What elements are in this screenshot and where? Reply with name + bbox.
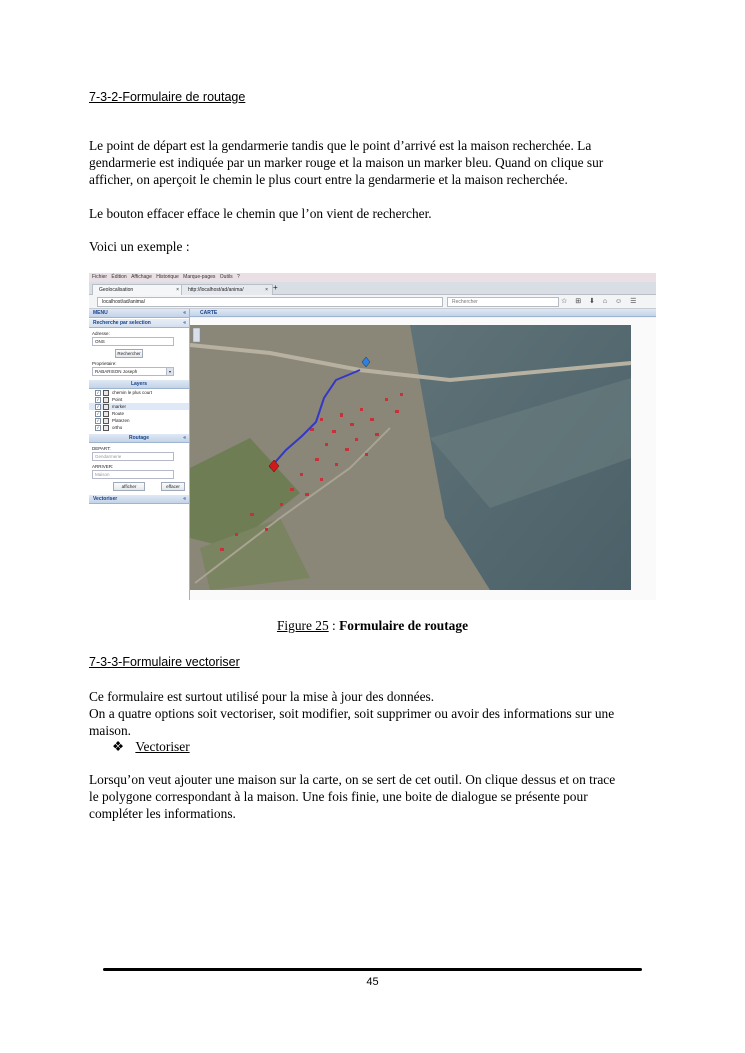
- routing-buttons: [89, 482, 189, 490]
- paragraph-options: [89, 705, 689, 739]
- browser-menubar: [89, 273, 656, 282]
- menu-item[interactable]: Outils: [219, 274, 233, 280]
- checkbox-icon[interactable]: ✓: [96, 396, 100, 402]
- checkbox-icon[interactable]: ✓: [96, 403, 100, 409]
- menu-item[interactable]: Historique: [156, 274, 179, 280]
- layer-label: Route: [112, 411, 125, 416]
- layer-icon: [103, 411, 109, 417]
- layer-icon: [103, 397, 109, 403]
- paragraph-example: Voici un exemple :: [89, 239, 190, 254]
- text-line: afficher, on aperçoit le chemin le plus court entre la gendarmerie et la maison recherchée.: [89, 172, 568, 187]
- layer-item[interactable]: [89, 389, 189, 396]
- layer-label: Platezen: [112, 418, 130, 423]
- panel-title: Recherche par selection: [93, 320, 151, 326]
- layer-icon: [103, 425, 109, 431]
- url-input[interactable]: localhost/ad/anima/: [97, 297, 443, 307]
- checkbox-icon[interactable]: ✓: [96, 389, 100, 395]
- close-icon[interactable]: ×: [176, 287, 179, 293]
- vector-panel-header[interactable]: [89, 495, 189, 504]
- checkbox-icon[interactable]: ✓: [96, 410, 100, 416]
- address-input[interactable]: ONS: [92, 337, 174, 346]
- menu-item[interactable]: Affichage: [131, 274, 152, 280]
- layer-label: marker: [112, 404, 127, 409]
- panel-title: Layers: [130, 381, 148, 387]
- tab-label: Geolocalisation: [99, 287, 134, 293]
- collapse-icon[interactable]: «: [183, 310, 186, 316]
- text-line: maison.: [89, 723, 132, 738]
- checkbox-icon[interactable]: ✓: [96, 417, 100, 423]
- layer-label: ortho: [112, 425, 123, 430]
- layer-icon: [103, 418, 109, 424]
- owner-label: Proprietaire:: [92, 361, 117, 366]
- section-heading-vectoriser: 7-3-3-Formulaire vectoriser: [89, 655, 240, 669]
- collapse-icon[interactable]: «: [183, 435, 186, 441]
- browser-urlbar: [89, 295, 656, 309]
- address-label: Adresse:: [92, 331, 110, 336]
- panel-title: Routage: [129, 435, 149, 441]
- page-number: 45: [366, 976, 379, 988]
- panel-title: MENU: [93, 310, 108, 316]
- zoom-control[interactable]: [193, 328, 200, 342]
- paragraph-routage-intro: [89, 137, 689, 188]
- menu-panel-header: [89, 309, 189, 318]
- menu-item[interactable]: Fichier: [92, 274, 108, 280]
- footer-divider: [103, 968, 642, 971]
- layer-item[interactable]: [89, 403, 189, 410]
- collapse-icon[interactable]: «: [183, 320, 186, 326]
- chevron-down-icon[interactable]: ▾: [166, 368, 173, 375]
- routing-panel-header[interactable]: [89, 434, 189, 443]
- browser-tab[interactable]: [92, 284, 184, 295]
- layer-label: chemin le plus court: [112, 390, 153, 395]
- map-panel[interactable]: [190, 318, 656, 600]
- layer-icon: [103, 390, 109, 396]
- menu-item[interactable]: Marque-pages: [183, 274, 216, 280]
- menu-item[interactable]: ?: [236, 274, 240, 280]
- tab-label: http://localhost/ad/anima/: [188, 287, 244, 293]
- panel-title: Vectoriser: [93, 496, 118, 502]
- close-icon[interactable]: ×: [265, 287, 268, 293]
- clear-route-button[interactable]: effacer: [161, 482, 185, 491]
- menu-item[interactable]: Édition: [111, 274, 127, 280]
- browser-tab[interactable]: [181, 284, 273, 295]
- toolbar-icons[interactable]: ☆ ⊞ ⬇ ⌂ ☺ ☰: [561, 298, 640, 305]
- new-tab-icon[interactable]: +: [273, 283, 278, 292]
- text-line: Lorsqu’on veut ajouter une maison sur la carte, on se sert de cet outil. On clique dessus et on trace: [89, 772, 616, 787]
- text-line: compléter les informations.: [89, 806, 236, 821]
- paragraph-effacer: Le bouton effacer efface le chemin que l’on vient de rechercher.: [89, 206, 432, 221]
- collapse-icon[interactable]: «: [183, 496, 186, 502]
- browser-tabbar: [89, 282, 656, 295]
- figure-title: Formulaire de routage: [339, 618, 469, 633]
- owner-select[interactable]: [92, 367, 174, 376]
- layer-item[interactable]: [89, 424, 189, 431]
- depart-input[interactable]: Gendarmerie: [92, 452, 174, 461]
- browser-search-input[interactable]: Rechercher: [447, 297, 559, 307]
- checkbox-icon[interactable]: ✓: [96, 424, 100, 430]
- text-line: gendarmerie est indiquée par un marker rouge et la maison un marker bleu. Quand on clique sur: [89, 155, 604, 170]
- bullet-text: Vectoriser: [135, 739, 190, 754]
- bullet-item: [112, 738, 190, 755]
- layer-icon: [103, 404, 109, 410]
- show-route-button[interactable]: afficher: [113, 482, 145, 491]
- menu-sidebar: [89, 309, 190, 600]
- section-heading-routage: 7-3-2-Formulaire de routage: [89, 90, 246, 104]
- text-line: Le point de départ est la gendarmerie tandis que le point d’arrivé est la maison recherchée. La: [89, 138, 592, 153]
- layers-panel-header[interactable]: [89, 380, 189, 389]
- paragraph-vectoriser-usage: [89, 771, 689, 822]
- caption-separator: :: [328, 618, 340, 633]
- satellite-map[interactable]: [190, 318, 656, 600]
- search-button[interactable]: Rechercher: [115, 349, 143, 358]
- text-line: On a quatre options soit vectoriser, soit modifier, soit supprimer ou avoir des informations sur une: [89, 706, 615, 721]
- layer-label: Point: [112, 397, 123, 402]
- arrive-input[interactable]: Maison: [92, 470, 174, 479]
- layer-item[interactable]: [89, 396, 189, 403]
- figure-screenshot: [89, 273, 656, 600]
- layer-item[interactable]: [89, 410, 189, 417]
- paragraph-vectoriser-purpose: Ce formulaire est surtout utilisé pour la mise à jour des données.: [89, 689, 435, 704]
- figure-label: Figure 25: [276, 618, 329, 633]
- figure-caption: [0, 618, 745, 634]
- map-panel-header: CARTE: [190, 309, 656, 317]
- diamond-bullet-icon: ❖: [112, 739, 125, 754]
- layer-item[interactable]: [89, 417, 189, 424]
- search-panel-header[interactable]: [89, 319, 189, 328]
- owner-value: RABARISON Joseph: [95, 369, 138, 374]
- depart-label: DEPART:: [92, 446, 111, 451]
- text-line: le polygone correspondant à la maison. Une fois finie, une boite de dialogue se présente pour: [89, 789, 588, 804]
- arrive-label: ARRIVER:: [92, 464, 114, 469]
